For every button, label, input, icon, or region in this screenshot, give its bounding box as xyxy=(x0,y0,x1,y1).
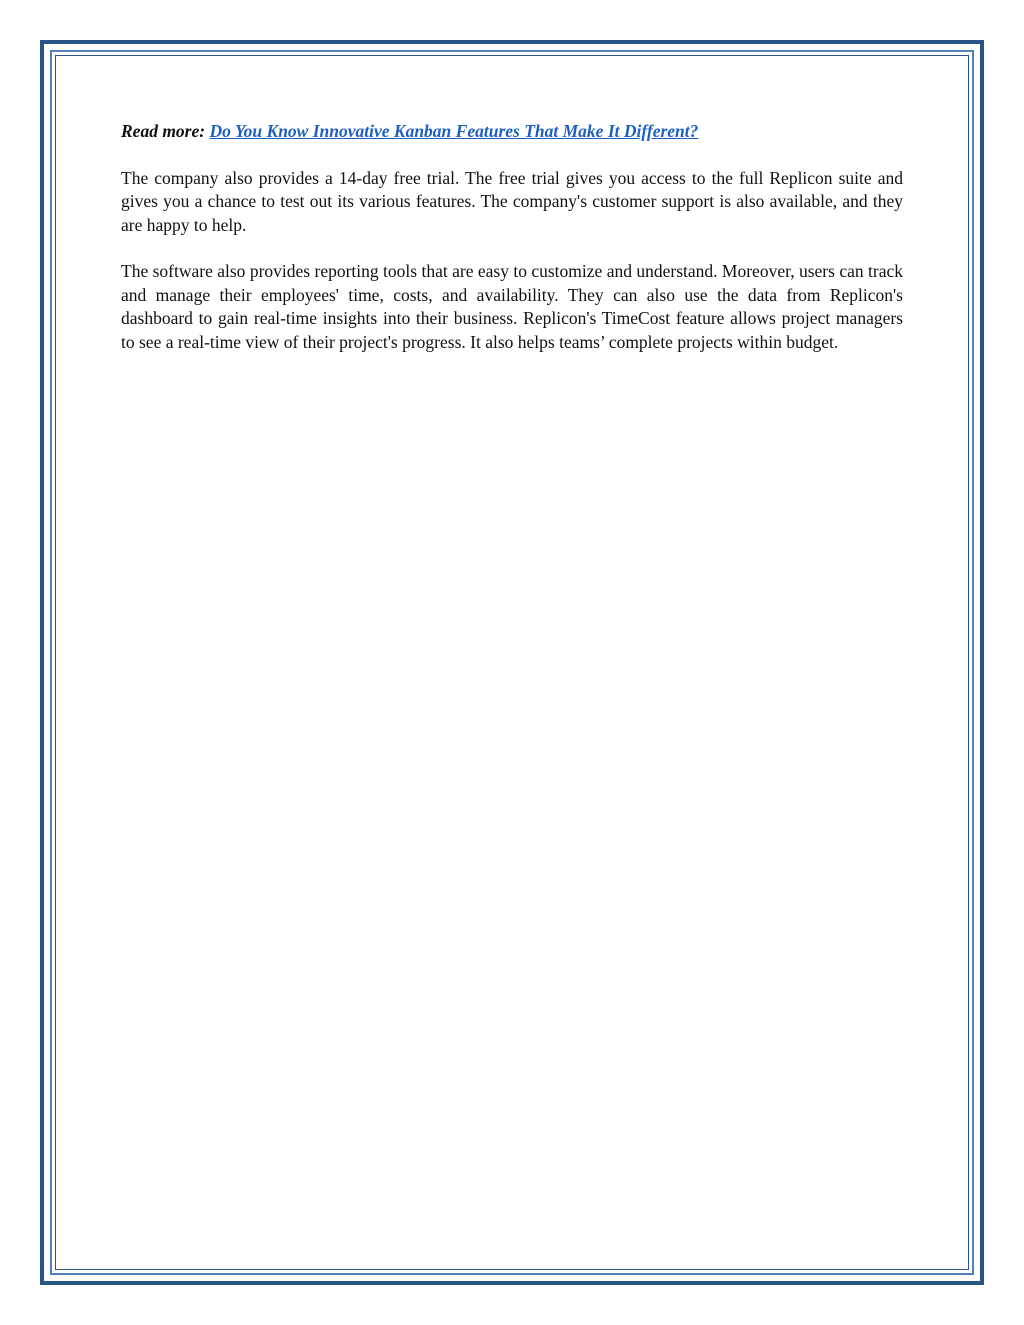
read-more-line xyxy=(121,120,903,144)
read-more-link[interactable]: Do You Know Innovative Kanban Features That Make It Different? xyxy=(209,121,699,141)
read-more-label: Read more: xyxy=(121,121,206,141)
paragraph-reporting-tools: The software also provides reporting tools that are easy to customize and understand. Moreover, users can track and manage their employees' time, costs, and availability. They can also use the data from Replicon's dashboard to gain real-time insights into their business. Replicon's TimeCost feature allows project managers to see a real-time view of their project's progress. It also helps teams’ complete projects within budget. xyxy=(121,261,903,352)
paragraph-free-trial: The company also provides a 14-day free trial. The free trial gives you access to the full Replicon suite and gives you a chance to test out its various features. The company's customer support is also available, and they are happy to help. xyxy=(121,167,903,235)
document-body xyxy=(121,120,903,377)
